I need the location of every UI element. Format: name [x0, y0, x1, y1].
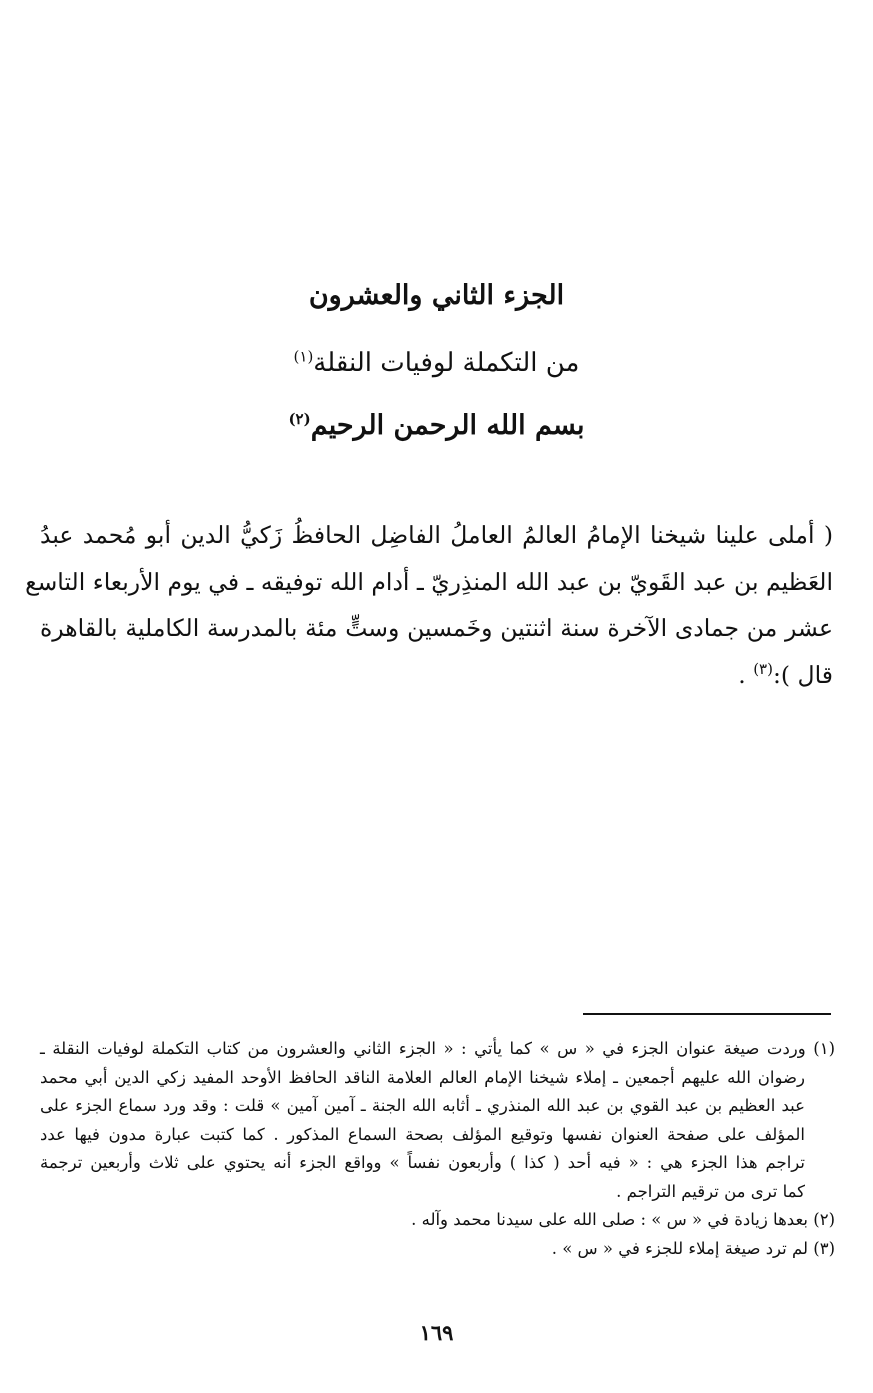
paragraph-line: عشر من جمادى الآخرة سنة اثنتين وخَمسين وستٍّ مئة بالمدرسة الكاملية بالقاهرة — [40, 614, 833, 642]
page-number: ١٦٩ — [419, 1320, 454, 1345]
footnote-line: (١) وردت صيغة عنوان الجزء في « س » كما يأتي : « الجزء الثاني والعشرون من كتاب التكملة لوفيات النقلة ـ — [40, 1039, 835, 1058]
basmala-text: بسم الله الرحمن الرحيم — [310, 410, 585, 441]
footnote-ref-1: (١) — [293, 347, 314, 366]
paragraph-last-tail: . — [738, 660, 754, 689]
paragraph-last-text: قال ): — [772, 660, 833, 689]
footnotes — [40, 1035, 835, 1263]
paragraph-line: ( أملى علينا شيخنا الإمامُ العالمُ العاملُ الفاضِل الحافظُ زَكيُّ الدين أبو مُحمد عبدُ — [40, 521, 833, 549]
footnote-3 — [40, 1235, 835, 1264]
footnote-line: عبد العظيم بن عبد القوي بن عبد الله المنذري ـ أثابه الله الجنة ـ آمين آمين » قلت : وقد ورد سماع الجزء على — [40, 1096, 805, 1115]
footnote-line: (٢) بعدها زيادة في « س » : صلى الله على سيدنا محمد وآله . — [411, 1210, 835, 1229]
footnote-1 — [40, 1035, 835, 1206]
paragraph-last-line — [40, 652, 833, 699]
subtitle — [0, 348, 873, 378]
main-paragraph — [25, 512, 833, 698]
footnote-2 — [40, 1206, 835, 1235]
footnote-ref-3: (٣) — [753, 659, 773, 678]
basmala — [0, 410, 873, 441]
footnote-line: تراجم هذا الجزء هي : « فيه أحد ( كذا ) وأربعون نفساً » وواقع الجزء أنه يحتوي على ثلاث وأربعين ترجمة — [40, 1153, 805, 1172]
subtitle-text: من التكملة لوفيات النقلة — [313, 348, 580, 378]
footnote-line: المؤلف على صفحة العنوان نفسها وتوقيع المؤلف بصحة السماع المذكور . كما كتبت عبارة مدون فيها عدد — [40, 1124, 805, 1144]
footnote-divider — [583, 1013, 831, 1015]
footnote-line: (٣) لم ترد صيغة إملاء للجزء في « س » . — [551, 1238, 835, 1258]
footnote-line: رضوان الله عليهم أجمعين ـ إملاء شيخنا الإمام العالم العلامة الناقد الحافظ الأوحد المفيد زكي الدين أبي محمد — [40, 1067, 805, 1087]
footnote-ref-2: (٢) — [288, 410, 311, 428]
part-title: الجزء الثاني والعشرون — [308, 280, 565, 311]
footnote-line: كما ترى من ترقيم التراجم . — [616, 1181, 805, 1201]
paragraph-line: العَظيم بن عبد القَويّ بن عبد الله المنذِريّ ـ أدام الله توفيقه ـ في يوم الأربعاء التاسع — [25, 567, 833, 596]
